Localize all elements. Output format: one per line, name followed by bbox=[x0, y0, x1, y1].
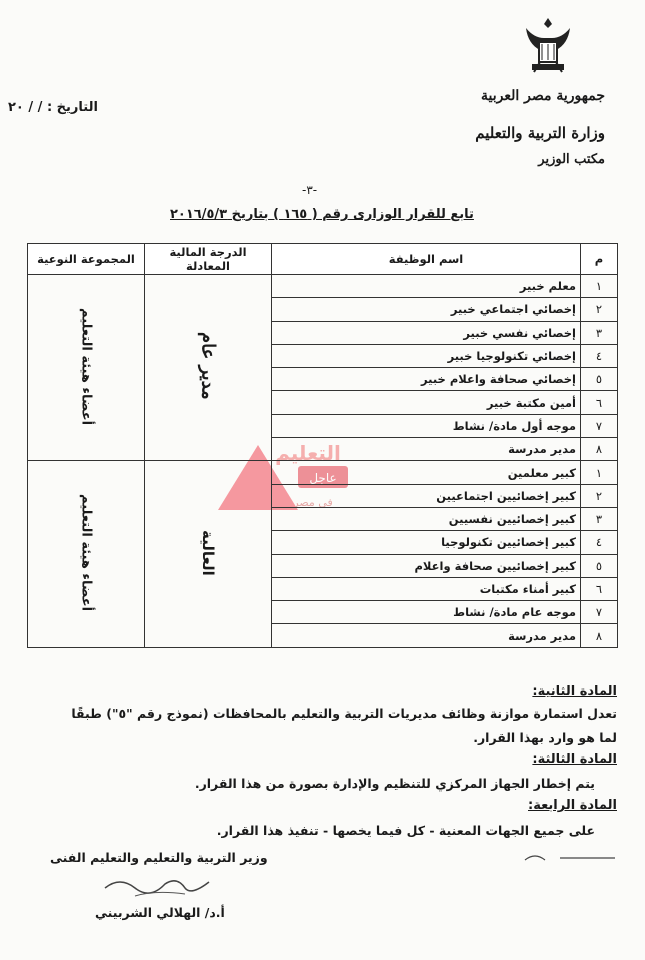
header-grade: الدرجة المالية المعادلة bbox=[145, 244, 272, 275]
row-number: ٧ bbox=[581, 601, 618, 624]
job-name: إخصائي تكنولوجيا خبير bbox=[272, 344, 581, 367]
job-name: كبير إخصائيين تكنولوجيا bbox=[272, 531, 581, 554]
article-4-title: المادة الرابعة: bbox=[528, 798, 617, 813]
job-name: إخصائي نفسي خبير bbox=[272, 321, 581, 344]
table-row bbox=[28, 461, 618, 484]
eagle-emblem-icon bbox=[522, 14, 574, 78]
date-field: التاريخ : / / ٢٠ bbox=[8, 100, 98, 115]
table-row bbox=[28, 275, 618, 298]
row-number: ٨ bbox=[581, 624, 618, 647]
job-name: كبير معلمين bbox=[272, 461, 581, 484]
row-number: ٥ bbox=[581, 554, 618, 577]
minister-title: وزير التربية والتعليم والتعليم الفنى bbox=[50, 850, 268, 865]
header-group: المجموعة النوعية bbox=[28, 244, 145, 275]
row-number: ١ bbox=[581, 461, 618, 484]
watermark-badge: عاجل bbox=[309, 471, 337, 485]
row-number: ٢ bbox=[581, 298, 618, 321]
grade-cell-2: العالية bbox=[145, 461, 272, 647]
row-number: ٣ bbox=[581, 507, 618, 530]
row-number: ٥ bbox=[581, 368, 618, 391]
job-name: كبير أمناء مكتبات bbox=[272, 577, 581, 600]
minister-name: أ.د/ الهلالي الشربيني bbox=[95, 905, 225, 920]
article-4-text: على جميع الجهات المعنية - كل فيما يخصها - تنفيذ هذا القرار. bbox=[216, 823, 595, 838]
decree-subtitle: تابع للقرار الوزارى رقم ( ١٦٥ ) بتاريخ ٢٠١٦/٥/٣ bbox=[170, 207, 474, 222]
initials-mark bbox=[520, 848, 620, 868]
article-3-text: يتم إخطار الجهاز المركزي للتنظيم والإدارة بصورة من هذا القرار. bbox=[194, 776, 595, 791]
group-cell-2: أعضاء هيئة التعليم bbox=[28, 461, 145, 647]
job-name: أمين مكتبة خبير bbox=[272, 391, 581, 414]
row-number: ٦ bbox=[581, 577, 618, 600]
header-job: اسم الوظيفة bbox=[272, 244, 581, 275]
row-number: ٧ bbox=[581, 414, 618, 437]
table-header-row bbox=[28, 244, 618, 275]
article-3-title: المادة الثالثة: bbox=[532, 752, 617, 767]
page-number: -٣- bbox=[302, 183, 318, 197]
job-name: كبير إخصائيين نفسيين bbox=[272, 507, 581, 530]
office-name: مكتب الوزير bbox=[538, 152, 605, 167]
header-num: م bbox=[581, 244, 618, 275]
watermark-line1: التعليم bbox=[275, 441, 341, 465]
job-name: إخصائي اجتماعي خبير bbox=[272, 298, 581, 321]
grade-cell-1: مدير عام bbox=[145, 275, 272, 461]
row-number: ٨ bbox=[581, 438, 618, 461]
article-2-title: المادة الثانية: bbox=[532, 684, 617, 699]
row-number: ٤ bbox=[581, 531, 618, 554]
job-name: مدير مدرسة bbox=[272, 438, 581, 461]
article-2-line1: تعدل استمارة موازنة وظائف مديريات التربية والتعليم بالمحافظات (نموذج رقم "٥") طبقًا bbox=[71, 706, 617, 721]
job-name: كبير إخصائيين اجتماعيين bbox=[272, 484, 581, 507]
jobs-table bbox=[27, 243, 618, 648]
row-number: ١ bbox=[581, 275, 618, 298]
country-name: جمهورية مصر العربية bbox=[481, 88, 605, 104]
job-name: إخصائي صحافة واعلام خبير bbox=[272, 368, 581, 391]
row-number: ٣ bbox=[581, 321, 618, 344]
row-number: ٦ bbox=[581, 391, 618, 414]
group-cell-1: أعضاء هيئة التعليم bbox=[28, 275, 145, 461]
job-name: مدير مدرسة bbox=[272, 624, 581, 647]
handwritten-signature bbox=[95, 866, 225, 906]
row-number: ٤ bbox=[581, 344, 618, 367]
job-name: موجه عام مادة/ نشاط bbox=[272, 601, 581, 624]
job-name: موجه أول مادة/ نشاط bbox=[272, 414, 581, 437]
ministry-name: وزارة التربية والتعليم bbox=[475, 124, 605, 142]
watermark-line2: فى مصر bbox=[293, 496, 333, 509]
article-2-line2: لما هو وارد بهذا القرار. bbox=[473, 730, 617, 745]
job-name: معلم خبير bbox=[272, 275, 581, 298]
row-number: ٢ bbox=[581, 484, 618, 507]
job-name: كبير إخصائيين صحافة واعلام bbox=[272, 554, 581, 577]
